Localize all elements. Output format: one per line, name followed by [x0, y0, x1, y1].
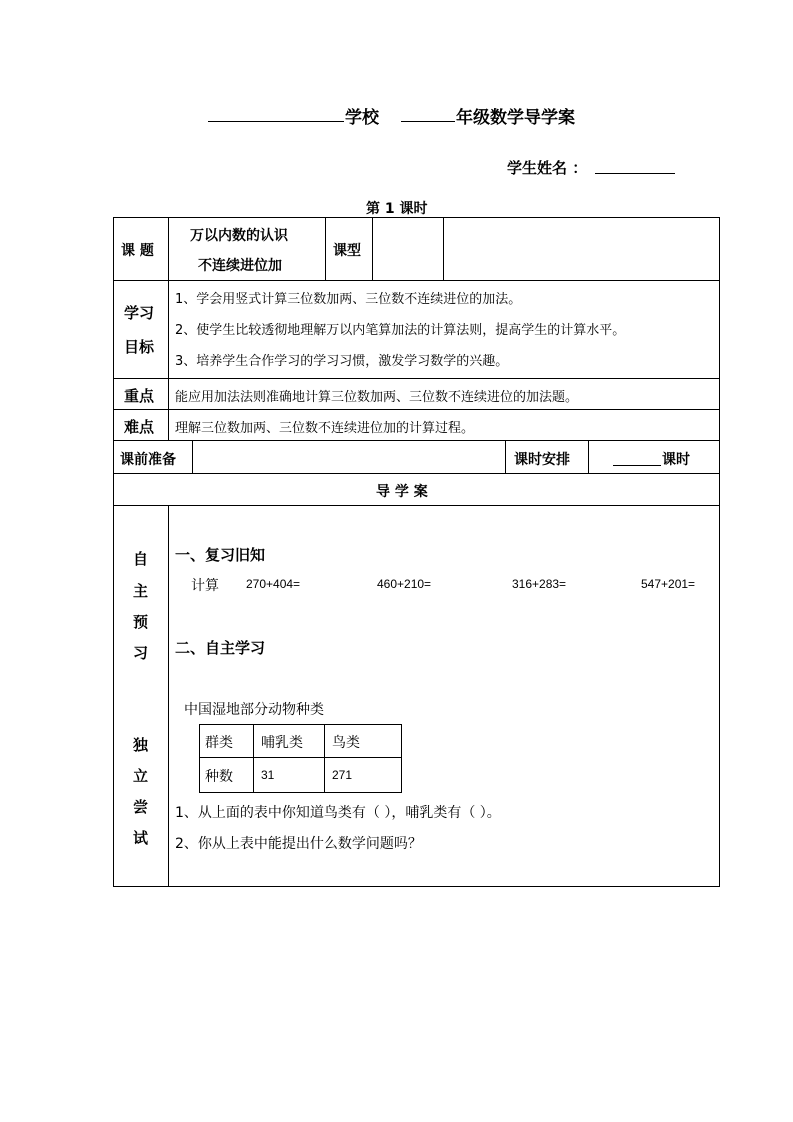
inner-table-border — [199, 792, 402, 793]
inner-table-row-cell: 31 — [261, 768, 275, 782]
calc-item: 316+283= — [512, 577, 567, 591]
side-char: 主 — [133, 582, 149, 600]
inner-table-border — [253, 724, 254, 793]
key-text: 能应用加法法则准确地计算三位数加两、三位数不连续进位的加法题。 — [175, 390, 579, 405]
topic-line-2: 不连续进位加 — [198, 258, 282, 274]
difficulty-text: 理解三位数加两、三位数不连续进位加的计算过程。 — [175, 421, 475, 436]
calc-item: 547+201= — [641, 577, 696, 591]
section-2-title: 二、自主学习 — [175, 639, 266, 657]
row-sep — [113, 280, 720, 281]
section-1-title: 一、复习旧知 — [175, 546, 266, 564]
side-char: 独 — [133, 736, 149, 754]
inner-table-border — [199, 724, 402, 725]
question-2: 2、你从上表中能提出什么数学问题吗？ — [175, 836, 422, 852]
goal-item: 1、学会用竖式计算三位数加两、三位数不连续进位的加法。 — [175, 292, 522, 307]
calc-item: 460+210= — [377, 577, 432, 591]
student-name-blank-line — [595, 173, 675, 174]
side-char: 试 — [133, 829, 149, 847]
row-sep — [113, 409, 720, 410]
grade-blank-line — [401, 121, 455, 122]
difficulty-label: 难点 — [124, 418, 155, 436]
school-label: 学校 — [345, 108, 379, 128]
inner-table-header-cell: 鸟类 — [332, 735, 360, 751]
goals-label-1: 学习 — [124, 304, 155, 322]
schedule-label: 课时安排 — [514, 452, 570, 468]
student-name-label: 学生姓名 ： — [507, 159, 588, 177]
side-char: 习 — [133, 644, 149, 662]
lesson-number: 第 1 课时 — [366, 201, 428, 217]
side-char: 立 — [133, 767, 149, 785]
schedule-suffix: 课时 — [662, 452, 690, 468]
inner-table-header-cell: 哺乳类 — [261, 735, 303, 751]
inner-table-border — [401, 724, 402, 793]
question-1: 1、从上面的表中你知道鸟类有（ ），哺乳类有（ ）。 — [175, 805, 501, 821]
inner-table-border — [199, 757, 402, 758]
key-label: 重点 — [124, 387, 155, 405]
side-char: 自 — [133, 550, 149, 568]
col-sep — [443, 217, 444, 281]
calc-label: 计算 — [191, 578, 219, 594]
row-sep — [113, 440, 720, 441]
col-sep — [372, 217, 373, 281]
inner-table-header-cell: 群类 — [205, 735, 233, 751]
row-sep — [113, 505, 720, 506]
col-sep — [505, 440, 506, 474]
col-sep — [192, 440, 193, 474]
col-sep — [588, 440, 589, 474]
prep-label: 课前准备 — [120, 452, 176, 468]
goals-label-2: 目标 — [124, 338, 155, 356]
school-blank-line — [208, 121, 344, 122]
table-border-right — [719, 217, 720, 887]
table-border-top — [113, 217, 720, 218]
row-sep — [113, 378, 720, 379]
goal-item: 3、培养学生合作学习的学习习惯，激发学习数学的兴趣。 — [175, 354, 509, 369]
inner-table-title: 中国湿地部分动物种类 — [184, 702, 324, 718]
schedule-blank-line — [613, 465, 661, 466]
col-sep — [325, 217, 326, 281]
inner-table-row-cell: 种数 — [205, 769, 233, 785]
col-sep — [168, 505, 169, 887]
col-sep — [168, 217, 169, 441]
guide-heading: 导 学 案 — [376, 484, 428, 500]
topic-line-1: 万以内数的认识 — [190, 228, 288, 244]
type-label: 课型 — [333, 243, 361, 259]
inner-table-row-cell: 271 — [332, 768, 353, 782]
row-sep — [113, 473, 720, 474]
goal-item: 2、使学生比较透彻地理解万以内笔算加法的计算法则，提高学生的计算水平。 — [175, 323, 626, 338]
table-border-bottom — [113, 886, 720, 887]
table-border-left — [113, 217, 114, 887]
inner-table-border — [199, 724, 200, 793]
calc-item: 270+404= — [246, 577, 301, 591]
inner-table-border — [324, 724, 325, 793]
doc-title: 年级数学导学案 — [456, 108, 575, 128]
side-char: 预 — [133, 613, 149, 631]
side-char: 尝 — [133, 798, 149, 816]
topic-label: 课 题 — [121, 243, 154, 259]
